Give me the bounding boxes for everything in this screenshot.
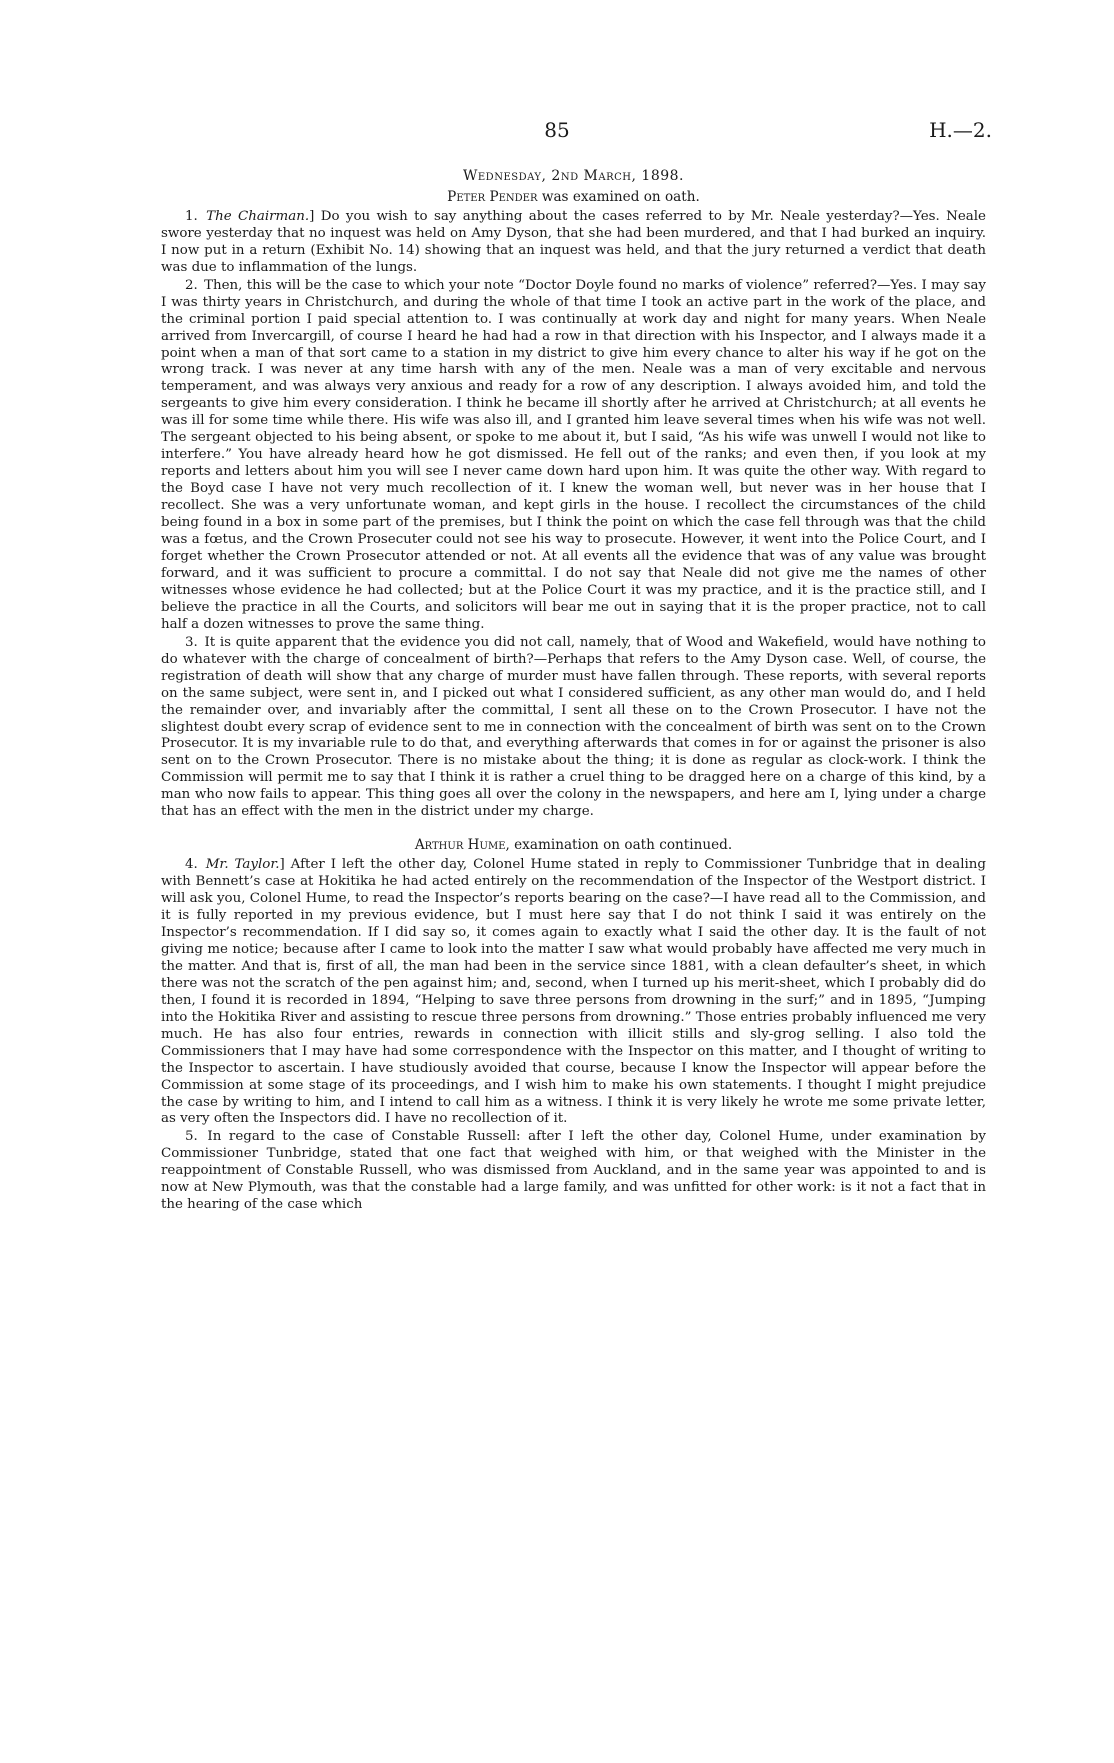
question-number: 2. xyxy=(185,277,198,293)
paragraph-text: Then, this will be the case to which your note “Doctor Doyle found no marks of violence” referred?—Yes. I may say I was thirty years in Christchurch, and during the whole of that time I took an active part in the work of the place, and the criminal portion I paid special attention to. I was continually at work day and night for many years. When Neale arrived from Invercargill, of course I heard he had had a row in that direction with his Inspector, and I always made it a point when a man of that sort came to a station in my district to give him every chance to alter his way if he got on the wrong track. I was never at any time harsh with any of the men. Neale was a man of very excitable and nervous temperament, and was always very anxious and ready for a row of any description. I always avoided him, and told the sergeants to give him every consideration. I think he became ill shortly after he arrived at Christchurch; at all events he was ill for some time while there. His wife was also ill, and I granted him leave several times when his wife was not well. The sergeant objected to his being absent, or spoke to me about it, but I said, “As his wife was unwell I would not like to interfere.” You have already heard how he got dismissed. He fell out of the ranks; and even then, if you look at my reports and letters about him you will see I never came down hard upon him. It was quite the other way. With regard to the Boyd case I have not very much recollection of it. I knew the woman well, but never was in her house that I recollect. She was a very unfortunate woman, and kept girls in the house. I recollect the circumstances of the child being found in a box in some part of the premises, but I think the point on which the case fell through was that the child was a fœtus, and the Crown Prosecuter could not see his way to prosecute. However, it went into the Police Court, and I forget whether the Crown Prosecutor attended or not. At all events all the evidence that was of any value was brought forward, and it was sufficient to procure a committal. I do not say that Neale did not give me the names of other witnesses whose evidence he had collected; but at the Police Court it was my practice, and it is the practice still, and I believe the practice in all the Courts, and solicitors will bear me out in saying that it is the proper practice, not to call half a dozen witnesses to prove the same thing. xyxy=(161,277,986,632)
witness-name: Peter Pender xyxy=(447,188,538,205)
testimony-paragraph xyxy=(161,635,986,821)
question-number: 4. xyxy=(185,857,198,873)
witness-name: Arthur Hume xyxy=(414,837,506,854)
page-body xyxy=(161,168,986,1215)
question-number: 5. xyxy=(185,1129,198,1145)
date-heading: Wednesday, 2nd March, 1898. xyxy=(462,168,684,184)
question-number: 3. xyxy=(185,634,198,650)
speaker-name: Mr. Taylor. xyxy=(205,857,280,873)
paragraph-text: ] After I left the other day, Colonel Hume stated in reply to Commissioner Tunbridge that in dealing with Bennett’s case at Hokitika he had acted entirely on the recommendation of the Inspector of the Westport district. I will ask you, Colonel Hume, to read the Inspector’s reports bearing on the case?—I have read all to the Commission, and it is fully reported in my previous evidence, but I must here say that I do not think I said it was entirely on the Inspector’s recommendation. If I did say so, it comes again to exactly what I said the other day. It is the fault of not giving me notice; because after I came to look into the matter I saw what would probably have affected me very much in the matter. And that is, first of all, the man had been in the service since 1881, with a clean defaulter’s sheet, in which there was not the scratch of the pen against him; and, second, when I turned up his merit-sheet, which I probably did do then, I found it is recorded in 1894, “Helping to save three persons from drowning in the surf;” and in 1895, “Jumping into the Hokitika River and assisting to rescue three persons from drowning.” Those entries probably influenced me very much. He has also four entries, rewards in connection with illicit stills and sly-grog selling. I also told the Commissioners that I may have had some correspondence with the Inspector on this matter, and I thought of writing to the Inspector to ascertain. I have studiously avoided that course, because I know the Inspector will appear before the Commission at some stage of its proceedings, and I wish him to make his own statements. I thought I might prejudice the case by writing to him, and I intend to call him as a witness. I think it is very likely he wrote me some private letter, as very often the Inspectors did. I have no recollection of it. xyxy=(161,857,986,1127)
document-reference: H.—2. xyxy=(929,118,992,142)
question-number: 1. xyxy=(185,208,198,224)
paragraph-text: ] Do you wish to say anything about the cases referred to by Mr. Neale yesterday?—Yes. Neale swore yesterday that no inquest was held on Amy Dyson, that she had been murdered, and that I had burked an inquiry. I now put in a return (Exhibit No. 14) showing that an inquest was held, and that the jury returned a verdict that death was due to inflammation of the lungs. xyxy=(161,208,986,275)
testimony-paragraph xyxy=(161,857,986,1128)
testimony-paragraph xyxy=(161,1129,986,1214)
speaker-name: The Chairman. xyxy=(206,208,310,224)
paragraph-text: In regard to the case of Constable Russell: after I left the other day, Colonel Hume, under examination by Commissioner Tunbridge, stated that one fact that weighed with him, or that weighed with the Minister in the reappointment of Constable Russell, who was dismissed from Auckland, and in the same year was appointed to and is now at New Plymouth, was that the constable had a large family, and was unfitted for other work: is it not a fact that in the hearing of the case which xyxy=(161,1129,986,1213)
witness-note: was examined on oath. xyxy=(541,188,700,205)
witness-heading xyxy=(161,837,986,854)
page-number: 85 xyxy=(544,118,570,142)
paragraph-text: It is quite apparent that the evidence you did not call, namely, that of Wood and Wakefield, would have nothing to do whatever with the charge of concealment of birth?—Perhaps that refers to the Amy Dyson case. Well, of course, the registration of death will show that any charge of murder must have fallen through. These reports, with several reports on the same subject, were sent in, and I picked out what I considered sufficient, as any other man would do, and I held the remainder over, and invariably after the committal, I sent all these on to the Crown Prosecutor. I have not the slightest doubt every scrap of evidence sent to me in connection with the concealment of birth was sent on to the Crown Prosecutor. It is my invariable rule to do that, and everything afterwards that comes in for or against the prisoner is also sent on to the Crown Prosecutor. There is no mistake about the thing; it is done as regular as clock-work. I think the Commission will permit me to say that I think it is rather a cruel thing to be dragged here on a charge of this kind, by a man who now fails to appear. This thing goes all over the colony in the newspapers, and here am I, lying under a charge that has an effect with the men in the district under my charge. xyxy=(161,634,986,820)
witness-heading xyxy=(161,189,986,206)
testimony-paragraph xyxy=(161,209,986,277)
witness-note: , examination on oath continued. xyxy=(505,837,733,854)
testimony-paragraph xyxy=(161,278,986,634)
